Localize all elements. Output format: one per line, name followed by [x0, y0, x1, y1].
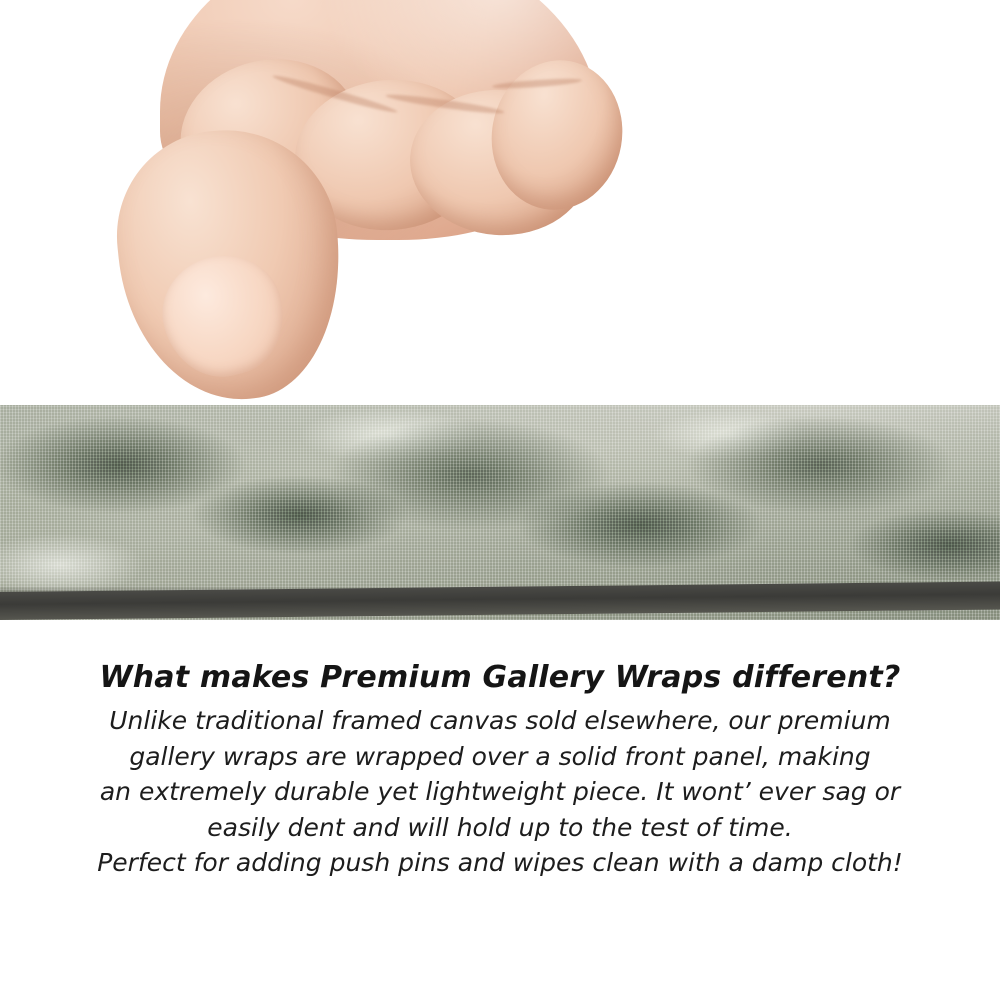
caption-line: Unlike traditional framed canvas sold elsewhere, our premium	[109, 706, 891, 735]
caption-line: Perfect for adding push pins and wipes clean with a damp cloth!	[97, 848, 903, 877]
caption-body	[0, 703, 1000, 881]
canvas-wrap-edge	[0, 405, 1000, 620]
caption-line: gallery wraps are wrapped over a solid front panel, making	[129, 741, 871, 771]
hand-photo-area	[0, 0, 1000, 410]
caption-title: What makes Premium Gallery Wraps different?	[99, 660, 901, 695]
caption-block	[0, 660, 1000, 881]
thumbnail-nail	[151, 243, 296, 388]
caption-line: easily dent and will hold up to the test of time.	[207, 812, 793, 842]
caption-line: an extremely durable yet lightweight piece. It wont’ ever sag or	[99, 777, 901, 806]
hand-illustration	[120, 0, 600, 410]
